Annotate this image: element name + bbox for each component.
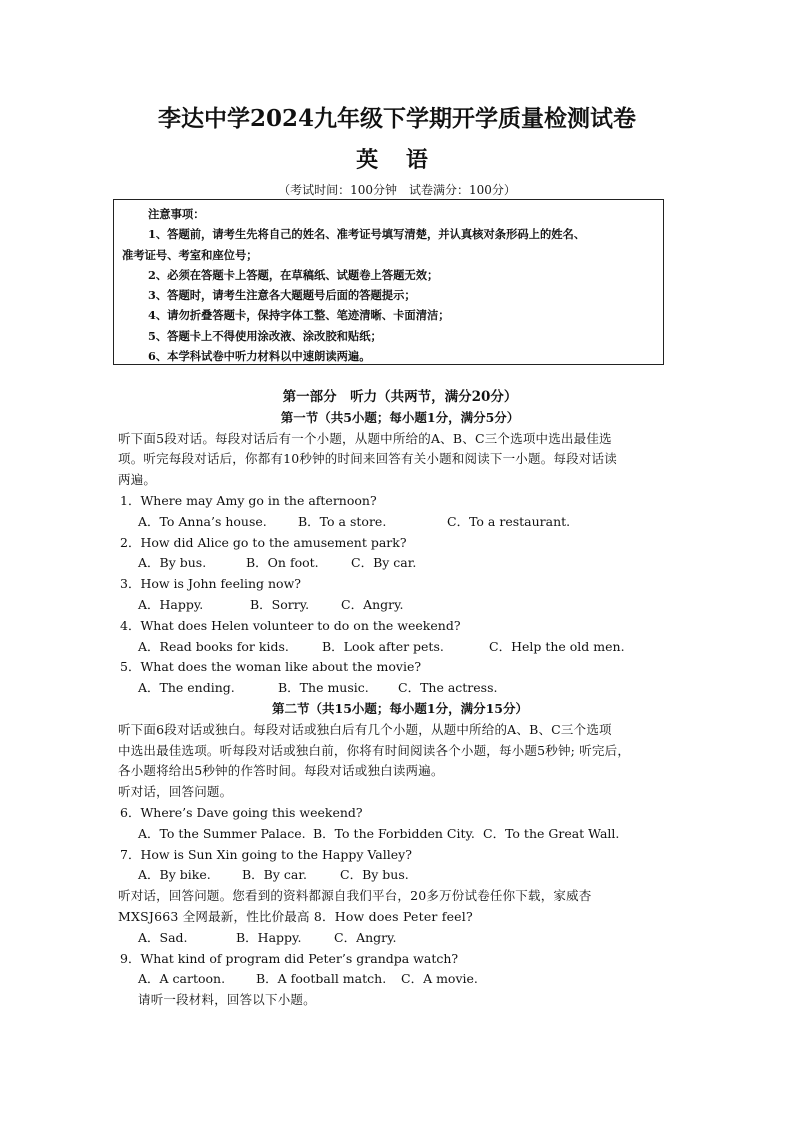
section1-instruction: 两遍。 xyxy=(118,472,157,488)
question-5-options xyxy=(120,678,680,699)
option-a: A．The ending. xyxy=(138,680,235,696)
option-a: A．By bike. xyxy=(138,867,211,883)
section1-instruction: 听下面5段对话。每段对话后有一个小题，从题中所给的A、B、C三个选项中选出最佳选 xyxy=(118,430,612,446)
notice-item: 5、答题卡上不得使用涂改液、涂改胶和贴纸； xyxy=(148,328,382,343)
question-1-options xyxy=(120,512,680,533)
interlude-line: 听对话，回答问题。您看到的资料都源自我们平台，20多万份试卷任你下载，家威杏 xyxy=(118,888,592,904)
option-b: B．A football match. xyxy=(256,971,387,987)
option-a: A．Sad. xyxy=(138,929,188,945)
notice-item: 1、答题前，请考生先将自己的姓名、准考证号填写清楚，并认真核对条形码上的姓名、 xyxy=(148,227,586,242)
option-a: A．To the Summer Palace. xyxy=(138,825,306,841)
option-c: C．To the Great Wall. xyxy=(483,825,620,841)
option-c: C．A movie. xyxy=(401,971,478,987)
option-c: C．By bus. xyxy=(340,867,409,883)
notice-heading: 注意事项： xyxy=(148,207,205,221)
notice-item: 3、答题时，请考生注意各大题题号后面的答题提示； xyxy=(148,288,416,303)
option-b: B．Sorry. xyxy=(250,596,310,612)
question-9: 9．What kind of program did Peter’s grandpa watch? xyxy=(120,950,459,966)
option-c: C．Angry. xyxy=(341,596,404,612)
option-b: B．Look after pets. xyxy=(322,638,444,654)
subject-title: 英 语 xyxy=(356,147,438,173)
option-c: C．To a restaurant. xyxy=(447,513,571,529)
option-b: B．To a store. xyxy=(298,513,387,529)
exam-title: 李达中学2024九年级下学期开学质量检测试卷 xyxy=(157,105,636,132)
option-c: C．Angry. xyxy=(334,929,397,945)
closing-instruction: 请听一段材料，回答以下小题。 xyxy=(138,992,316,1008)
option-c: C．The actress. xyxy=(398,680,498,696)
question-3: 3．How is John feeling now? xyxy=(120,576,301,592)
notice-item: 2、必须在答题卡上答题，在草稿纸、试题卷上答题无效； xyxy=(148,267,439,282)
option-b: B．Happy. xyxy=(236,929,302,945)
section1-instruction: 项。听完每段对话后，你都有10秒钟的时间来回答有关小题和阅读下一小题。每段对话读 xyxy=(118,451,617,467)
question-2-options xyxy=(120,553,680,574)
question-4: 4．What does Helen volunteer to do on the weekend? xyxy=(120,617,461,633)
question-6: 6．Where’s Dave going this weekend? xyxy=(120,804,363,820)
question-9-options xyxy=(120,969,680,990)
section2-title: 第二节（共15小题；每小题1分，满分15分） xyxy=(272,700,528,716)
option-a: A．Happy. xyxy=(138,596,204,612)
question-5: 5．What does the woman like about the movie? xyxy=(120,659,422,675)
question-8-options xyxy=(120,928,680,949)
section1-title: 第一节（共5小题；每小题1分，满分5分） xyxy=(280,409,520,425)
option-c: C．By car. xyxy=(351,555,417,571)
option-b: B．The music. xyxy=(278,680,369,696)
question-2: 2．How did Alice go to the amusement park? xyxy=(120,534,407,550)
option-a: A．By bus. xyxy=(138,555,207,571)
option-b: B．On foot. xyxy=(246,555,319,571)
section2-instruction: 中选出最佳选项。听每段对话或独白前，你将有时间阅读各个小题，每小题5秒钟; 听完后， xyxy=(118,742,631,758)
notice-box xyxy=(113,199,664,365)
listening-section xyxy=(120,387,680,1011)
question-7-options xyxy=(120,865,680,886)
question-1: 1．Where may Amy go in the afternoon? xyxy=(120,492,377,508)
option-b: B．By car. xyxy=(242,867,307,883)
question-3-options xyxy=(120,595,680,616)
part1-title: 第一部分 听力（共两节，满分20分） xyxy=(282,389,518,405)
section2-instruction: 各小题将给出5秒钟的作答时间。每段对话或独白读两遍。 xyxy=(118,763,444,779)
section2-instruction: 听下面6段对话或独白。每段对话或独白后有几个小题，从题中所给的A、B、C三个选项 xyxy=(118,721,612,737)
question-6-options xyxy=(120,824,680,845)
option-a: A．Read books for kids. xyxy=(138,638,289,654)
notice-item: 6、本学科试卷中听力材料以中速朗读两遍。 xyxy=(148,349,371,364)
exam-info: （考试时间：100分钟 试卷满分：100分） xyxy=(278,183,516,197)
question-7: 7．How is Sun Xin going to the Happy Valley? xyxy=(120,846,412,862)
option-a: A．To Anna’s house. xyxy=(138,513,267,529)
option-c: C．Help the old men. xyxy=(489,638,625,654)
option-b: B．To the Forbidden City. xyxy=(313,825,475,841)
option-a: A．A cartoon. xyxy=(138,971,226,987)
notice-item: 准考证号、考室和座位号； xyxy=(122,247,258,262)
interlude-line: MXSJ663 全网最新，性比价最高 8．How does Peter feel? xyxy=(118,908,473,924)
notice-item: 4、请勿折叠答题卡，保持字体工整、笔迹清晰、卡面清洁； xyxy=(148,308,450,323)
question-4-options xyxy=(120,637,680,658)
section2-instruction: 听对话，回答问题。 xyxy=(118,784,233,800)
